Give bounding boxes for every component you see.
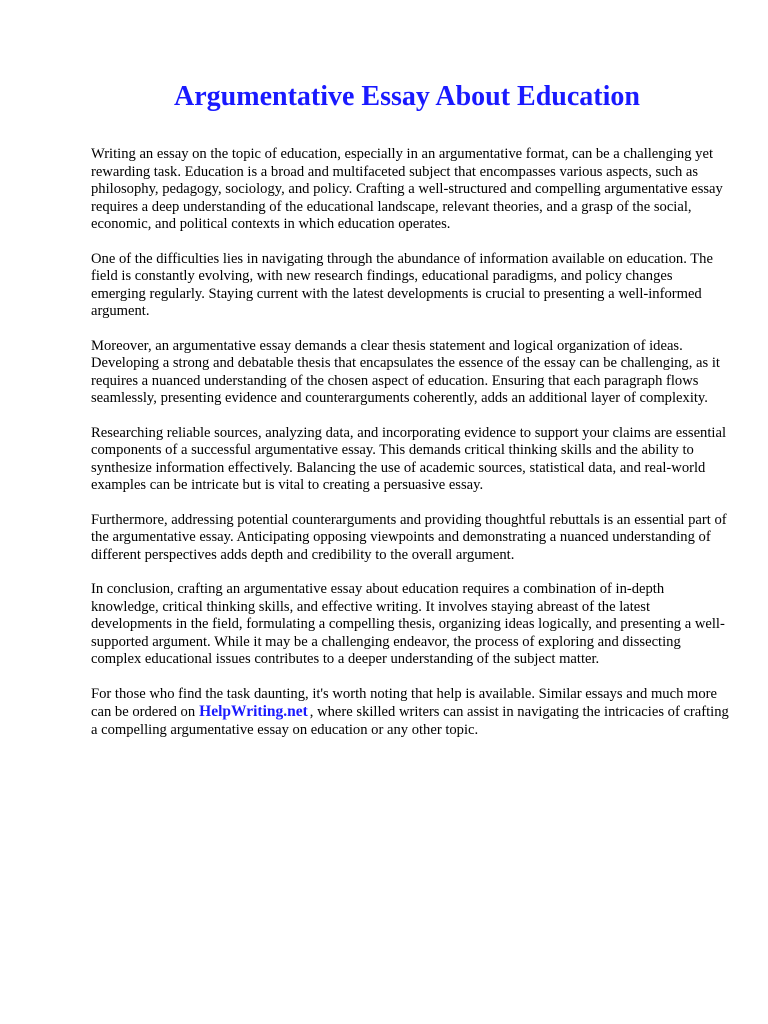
paragraph-intro: Writing an essay on the topic of education, especially in an argumentative format, can be a challenging yet rewarding task. Education is a broad and multifaceted subject that encompasses various aspects, such as philosophy, pedagogy, sociology, and policy. Crafting a well-structured and compelling argumentative essay requires a deep understanding of the educational landscape, relevant theories, and a grasp of the social, economic, and political contexts in which education operates. [91, 146, 723, 232]
help-text-before-link: For those who find the task daunting, it's worth noting that help is available. Similar essays and much more can be ordered on [91, 685, 718, 720]
paragraph-research: Researching reliable sources, analyzing data, and incorporating evidence to support your claims are essential components of a successful argumentative essay. This demands critical thinking skills and the ability to synthesize information effectively. Balancing the use of academic sources, statistical data, and real-world examples can be intricate but is vital to creating a persuasive essay. [91, 424, 726, 493]
help-text-after-link: , where skilled writers can assist in navigating the intricacies of crafting a compelling argumentative essay on education or any other topic. [91, 704, 729, 738]
paragraph-counterarguments: Furthermore, addressing potential counterarguments and providing thoughtful rebuttals is an essential part of the argumentative essay. Anticipating opposing viewpoints and demonstrating a nuanced understanding of different perspectives adds depth and credibility to the overall argument. [91, 511, 727, 563]
paragraph-help [91, 686, 731, 740]
document-title: Argumentative Essay About Education [174, 81, 640, 112]
document-body [91, 146, 731, 756]
paragraph-conclusion: In conclusion, crafting an argumentative essay about education requires a combination of in-depth knowledge, critical thinking skills, and effective writing. It involves staying abreast of the latest developments in the field, formulating a compelling thesis, organizing ideas logically, and presenting a well-supported argument. While it may be a challenging endeavor, the process of exploring and dissecting complex educational issues contributes to a deeper understanding of the subject matter. [91, 581, 725, 667]
helpwriting-link[interactable]: HelpWriting.net [199, 703, 308, 720]
paragraph-difficulties: One of the difficulties lies in navigating through the abundance of information available on education. The field is constantly evolving, with new research findings, educational paradigms, and policy changes emerging regularly. Staying current with the latest developments is crucial to presenting a well-informed argument. [91, 250, 713, 319]
paragraph-thesis: Moreover, an argumentative essay demands a clear thesis statement and logical organization of ideas. Developing a strong and debatable thesis that encapsulates the essence of the essay can be challenging, as it requires a nuanced understanding of the chosen aspect of education. Ensuring that each paragraph flows seamlessly, presenting evidence and counterarguments coherently, adds an additional layer of complexity. [91, 337, 720, 406]
